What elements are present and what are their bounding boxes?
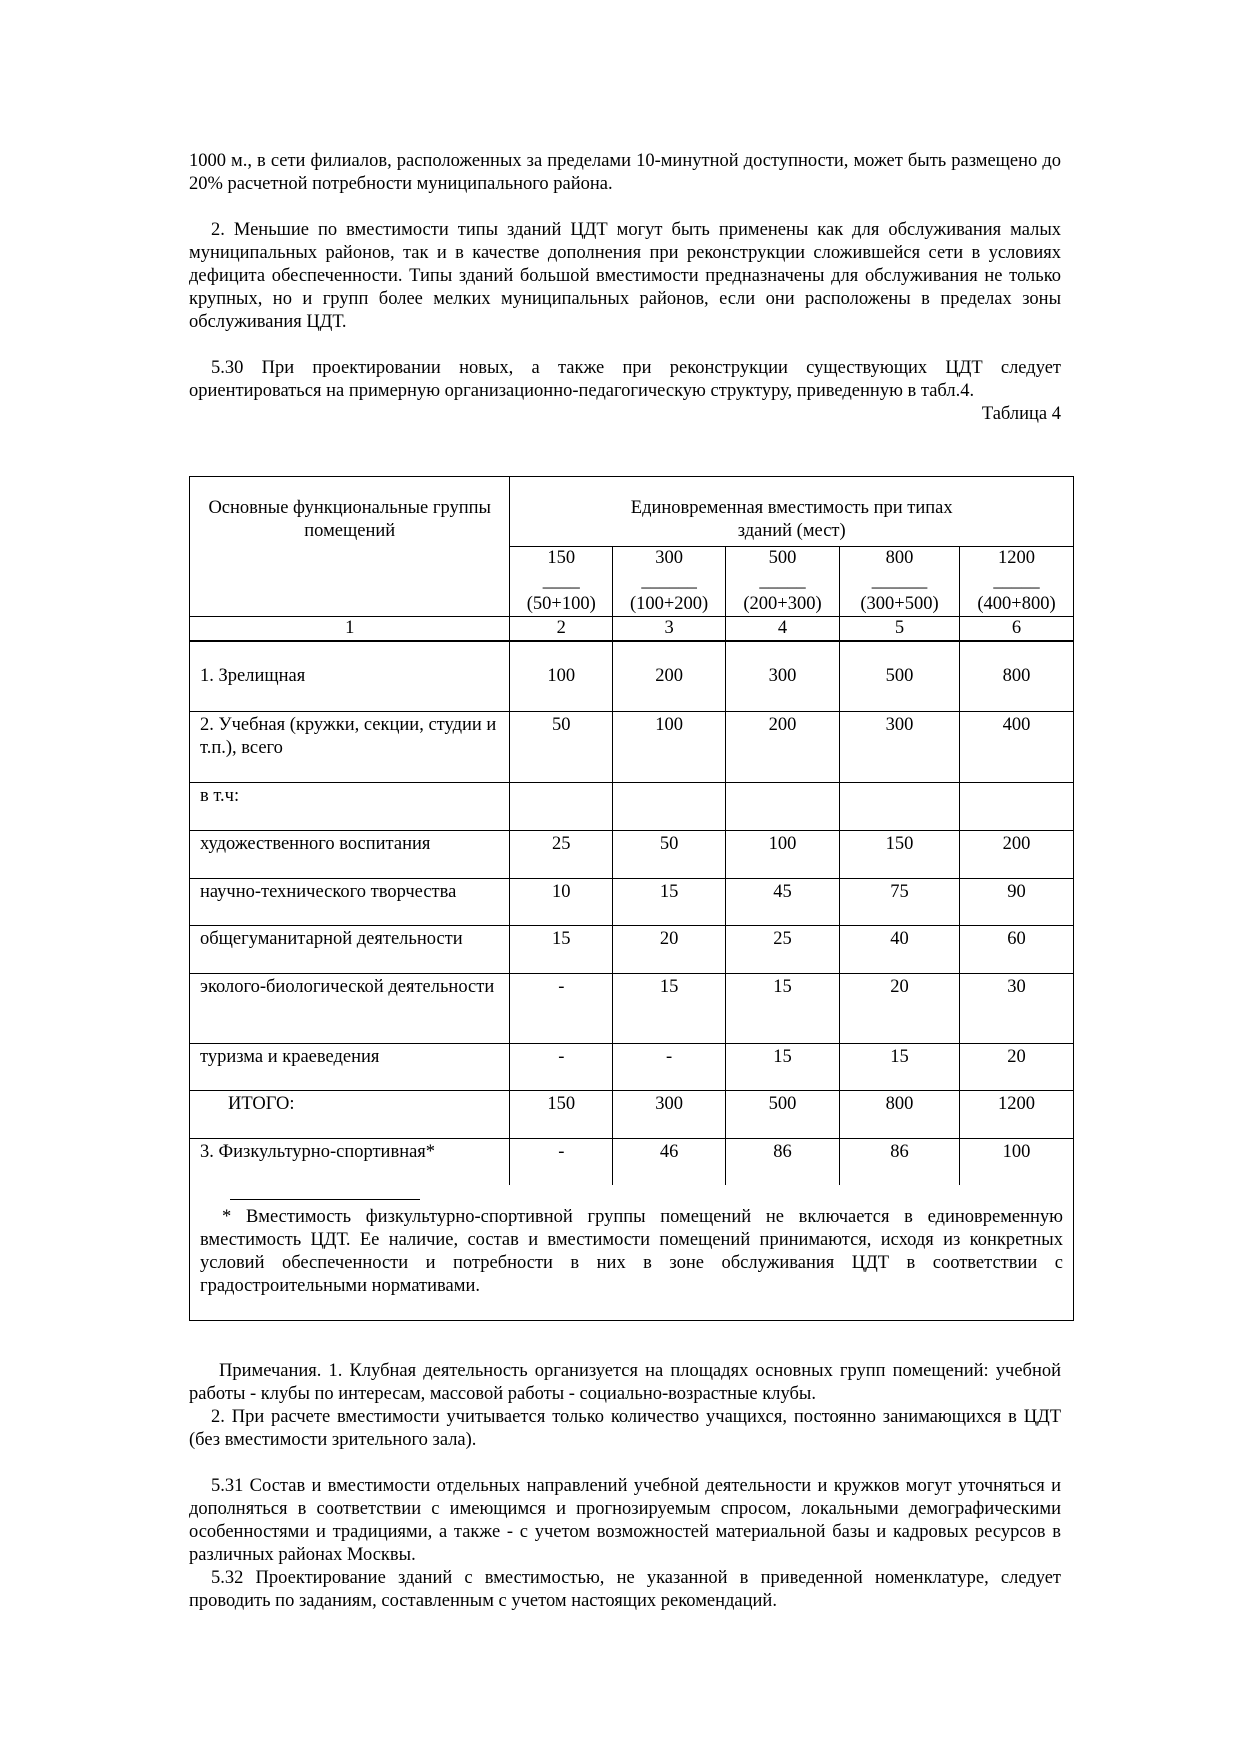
fraction-bar: ______ [641,571,697,591]
column-number: 5 [839,617,959,642]
capacity-header [839,547,959,617]
row-label: 1. Зрелищная [190,641,510,711]
cell-value [510,782,613,830]
row-label: ИТОГО: [190,1090,510,1138]
cell-value: 200 [726,711,840,782]
cell-value [839,782,959,830]
column-number: 2 [510,617,613,642]
cell-value: 800 [959,641,1073,711]
capacity-breakdown: (100+200) [629,594,709,614]
table-row [190,973,1074,1043]
column-number: 1 [190,617,510,642]
capacity-breakdown: (200+300) [743,594,822,614]
capacity-breakdown: (400+800) [977,594,1056,614]
cell-value: 15 [510,925,613,973]
table-row [190,925,1074,973]
fraction-bar: ______ [871,571,928,591]
note-1: Примечания. 1. Клубная деятельность организуется на площадях основных групп помещений: учебной работы - клубы по интересам, массовой работы - социально-возрастные клубы. [189,1361,1061,1404]
row-label: 2. Учебная (кружки, секции, студии и т.п.), всего [190,711,510,782]
cell-value: 60 [959,925,1073,973]
cell-value: - [510,1043,613,1090]
cell-value: 50 [510,711,613,782]
cell-value: 300 [839,711,959,782]
cell-value: 200 [959,830,1073,878]
paragraph-5-30: 5.30 При проектировании новых, а также при реконструкции существующих ЦДТ следует ориентироваться на примерную организационно-педагогическую структуру, приведенную в табл.4. [189,358,1061,401]
table-row [190,830,1074,878]
cell-value: 15 [839,1043,959,1090]
column-number-row [190,617,1074,642]
capacity-header [510,547,613,617]
col1-header: Основные функциональные группы помещений [190,477,510,617]
cell-value: 150 [839,830,959,878]
footnote-text: * Вместимость физкультурно-спортивной группы помещений не включается в единовременную вместимость ЦДТ. Ее наличие, состав и вместимости помещений принимаются, исходя из конкретных условий обеспеченности и потребности в них в зоне обслуживания ЦДТ в соответствии с градостроительными нормативами. [200,1207,1063,1296]
table-row [190,641,1074,711]
cell-value: 100 [726,830,840,878]
cell-value: 46 [613,1138,726,1185]
cell-value: 45 [726,878,840,925]
cell-value [613,782,726,830]
cell-value: 500 [839,641,959,711]
capacity-header [959,547,1073,617]
capacity-breakdown: (50+100) [526,594,596,614]
capacity-value: 500 [768,548,797,568]
fraction-bar: ____ [542,571,580,591]
cell-value: 20 [959,1043,1073,1090]
capacity-header [726,547,840,617]
note-2: 2. При расчете вместимости учитывается только количество учащихся, постоянно занимающихся в ЦДТ (без вместимости зрительного зала). [189,1407,1061,1450]
cell-value: - [510,973,613,1043]
table-row [190,782,1074,830]
table-4 [189,476,1074,1321]
fraction-bar: _____ [759,571,806,591]
capacity-value: 300 [655,548,683,568]
cell-value: 20 [613,925,726,973]
cell-value: 150 [510,1090,613,1138]
cell-value: 30 [959,973,1073,1043]
cell-value: 15 [613,973,726,1043]
row-label: эколого-биологической деятельности [190,973,510,1043]
capacity-header [613,547,726,617]
cell-value: 90 [959,878,1073,925]
capacity-value: 800 [885,548,914,568]
table-row [190,1138,1074,1185]
footnote-row [190,1185,1074,1321]
cell-value: 15 [726,973,840,1043]
intro-section [189,150,1061,426]
cell-value: 86 [839,1138,959,1185]
row-label: 3. Физкультурно-спортивная* [190,1138,510,1185]
cell-value: 20 [839,973,959,1043]
paragraph-2: 2. Меньшие по вместимости типы зданий ЦДТ могут быть применены как для обслуживания малых муниципальных районов, так и в качестве дополнения при реконструкции сложившейся сети в условиях дефицита обеспеченности. Типы зданий большой вместимости предназначены для обслуживания не только крупных, но и групп более мелких муниципальных районов, если они расположены в пределах зоны обслуживания ЦДТ. [189,220,1061,332]
cell-value: 75 [839,878,959,925]
paragraph-continuation: 1000 м., в сети филиалов, расположенных за пределами 10-минутной доступности, может быть размещено до 20% расчетной потребности муниципального района. [189,151,1061,194]
cell-value: 800 [839,1090,959,1138]
cell-value: 40 [839,925,959,973]
cell-value: - [613,1043,726,1090]
footnote-separator [230,1199,420,1200]
cell-value: 100 [959,1138,1073,1185]
cell-value: 100 [510,641,613,711]
capacity-value: 150 [547,548,576,568]
table-caption: Таблица 4 [981,404,1061,424]
row-label: художественного воспитания [190,830,510,878]
cell-value: 86 [726,1138,840,1185]
paragraph-5-31: 5.31 Состав и вместимости отдельных направлений учебной деятельности и кружков могут уточняться и дополняться в соответствии с имеющимся и прогнозируемым спросом, локальными демографическими особенностями и традициями, а также - с учетом возможностей материальной базы и кадровых ресурсов в различных районах Москвы. [189,1476,1061,1565]
cell-value: 200 [613,641,726,711]
footnote-cell [190,1185,1074,1321]
notes-section [189,1360,1061,1613]
cell-value: 100 [613,711,726,782]
table-row [190,878,1074,925]
paragraph-5-32: 5.32 Проектирование зданий с вместимостью, не указанной в приведенной номенклатуре, следует проводить по заданиям, составленным с учетом настоящих рекомендаций. [189,1568,1061,1611]
capacity-value: 1200 [997,548,1035,568]
cell-value: 15 [726,1043,840,1090]
table-row [190,1043,1074,1090]
cell-value: 25 [510,830,613,878]
cell-value: 25 [726,925,840,973]
group-header: Единовременная вместимость при типах зданий (мест) [510,477,1074,547]
column-number: 4 [726,617,840,642]
column-number: 6 [959,617,1073,642]
column-number: 3 [613,617,726,642]
cell-value: 10 [510,878,613,925]
cell-value: 50 [613,830,726,878]
row-label: научно-технического творчества [190,878,510,925]
capacity-breakdown: (300+500) [860,594,939,614]
cell-value: 400 [959,711,1073,782]
table-row-total [190,1090,1074,1138]
row-label: общегуманитарной деятельности [190,925,510,973]
cell-value: 500 [726,1090,840,1138]
cell-value: 15 [613,878,726,925]
cell-value: 1200 [959,1090,1073,1138]
fraction-bar: _____ [993,571,1040,591]
table-row [190,711,1074,782]
cell-value [726,782,840,830]
cell-value: - [510,1138,613,1185]
row-label: туризма и краеведения [190,1043,510,1090]
cell-value [959,782,1073,830]
cell-value: 300 [613,1090,726,1138]
cell-value: 300 [726,641,840,711]
row-label: в т.ч: [190,782,510,830]
